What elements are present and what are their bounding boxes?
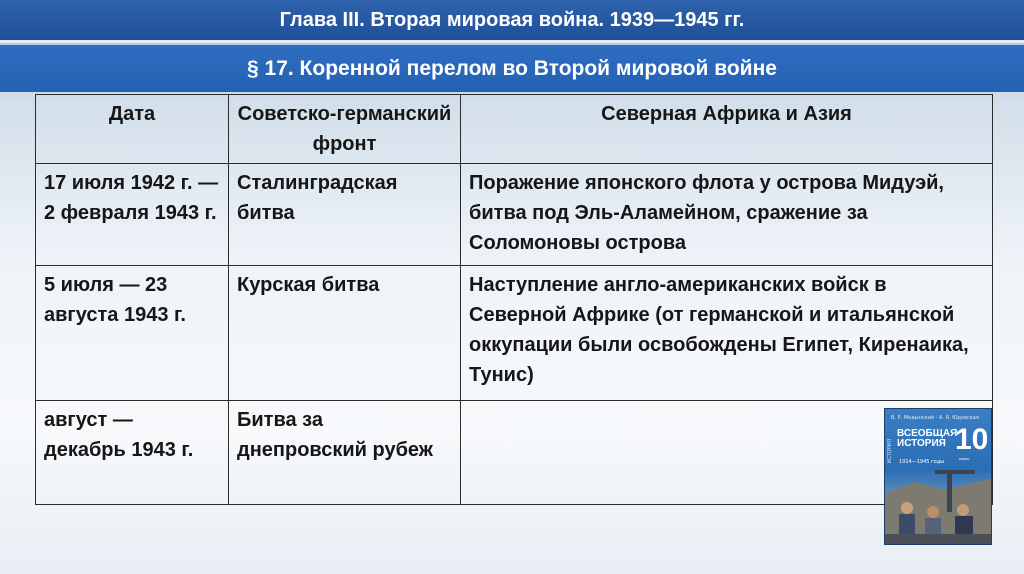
book-title-line2: ИСТОРИЯ [897,438,946,449]
cell-date: август — декабрь 1943 г. [36,401,229,505]
book-years: 1914—1945 годы [899,459,945,465]
cell-soviet-front: Битва за днепровский рубеж [229,401,461,505]
table-header-row [36,95,993,164]
book-grade-word: класс [959,456,970,461]
chapter-title: Глава III. Вторая мировая война. 1939—1945 гг. [279,8,745,31]
cell-date: 17 июля 1942 г. — 2 февраля 1943 г. [36,164,229,266]
chapter-title-bar [0,0,1024,43]
book-title-line1: ВСЕОБЩАЯ [897,428,958,439]
book-grade-number: 10 [955,423,989,456]
table-row [36,401,993,505]
cell-soviet-front: Сталинградская битва [229,164,461,266]
header-date: Дата [36,95,229,164]
cell-africa-asia: Поражение японского флота у острова Мидуэй, битва под Эль-Аламейном, сражение за Соломоновы острова [461,164,993,266]
header-soviet-german-front: Советско-германский фронт [229,95,461,164]
book-title [897,429,957,449]
cell-soviet-front: Курская битва [229,266,461,401]
table-row [36,164,993,266]
table-row [36,266,993,401]
cell-date: 5 июля — 23 августа 1943 г. [36,266,229,401]
book-spine-label: ИСТОРИЯ [887,439,893,464]
events-table [35,94,993,505]
cell-africa-asia: Наступление англо-американских войск в Северной Африке (от германской и итальянской оккупации были освобождены Египет, Киренаика, Тунис) [461,266,993,401]
section-title-bar [0,45,1024,92]
textbook-cover-image [884,408,992,545]
book-cover-illustration [885,464,992,544]
book-authors: В. Р. Медынский · А. Я. Юдовская [891,415,979,421]
header-north-africa-asia: Северная Африка и Азия [461,95,993,164]
section-title: § 17. Коренной перелом во Второй мировой войне [247,56,777,80]
